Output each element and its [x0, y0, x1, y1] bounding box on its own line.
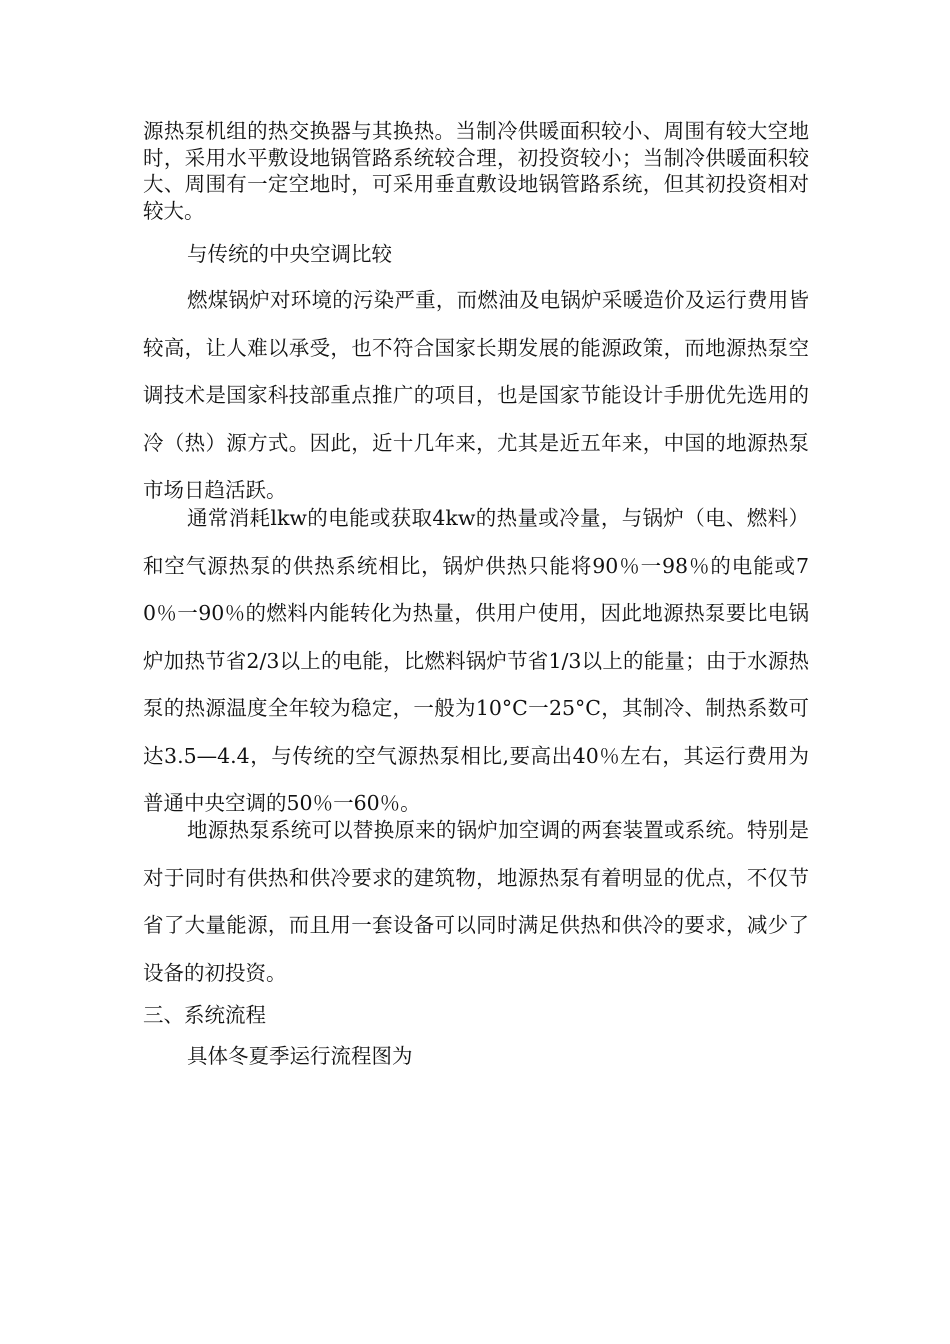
paragraph-energy-efficiency: 通常消耗lkw的电能或获取4kw的热量或冷量，与锅炉（电、燃料）和空气源热泵的供热系统相比，锅炉供热只能将90％一98％的电能或70％一90％的燃料内能转化为热量，供用户使用，因此地源热泵要比电锅炉加热节省2/3以上的电能，比燃料锅炉节省1/3以上的能量；由于水源热泵的热源温度全年较为稳定，一般为10°C一25°C，其制冷、制热系数可达3.5—4.4，与传统的空气源热泵相比,要高出40％左右，其运行费用为普通中央空调的50％一60％。 [143, 506, 809, 815]
flow-diagram-intro: 具体冬夏季运行流程图为 [187, 1044, 413, 1068]
paragraph-coal-boiler: 燃煤锅炉对环境的污染严重，而燃油及电锅炉采暖造价及运行费用皆较高，让人难以承受，也不符合国家长期发展的能源政策，而地源热泵空调技术是国家科技部重点推广的项目，也是国家节能设计手册优先选用的冷（热）源方式。因此，近十几年来，尤其是近五年来，中国的地源热泵市场日趋活跃。 [143, 288, 809, 502]
intro-paragraph: 源热泵机组的热交换器与其换热。当制冷供暖面积较小、周围有较大空地时，采用水平敷设地锅管路系统较合理，初投资较小；当制冷供暖面积较大、周围有一定空地时，可采用垂直敷设地锅管路系统，但其初投资相对较大。 [143, 119, 809, 223]
section-heading-system-flow: 三、系统流程 [143, 1003, 266, 1027]
paragraph-system-replacement: 地源热泵系统可以替换原来的锅炉加空调的两套装置或系统。特别是对于同时有供热和供冷要求的建筑物，地源热泵有着明显的优点，不仅节省了大量能源，而且用一套设备可以同时满足供热和供冷的要求，减少了设备的初投资。 [143, 818, 809, 985]
comparison-heading: 与传统的中央空调比较 [187, 242, 392, 266]
